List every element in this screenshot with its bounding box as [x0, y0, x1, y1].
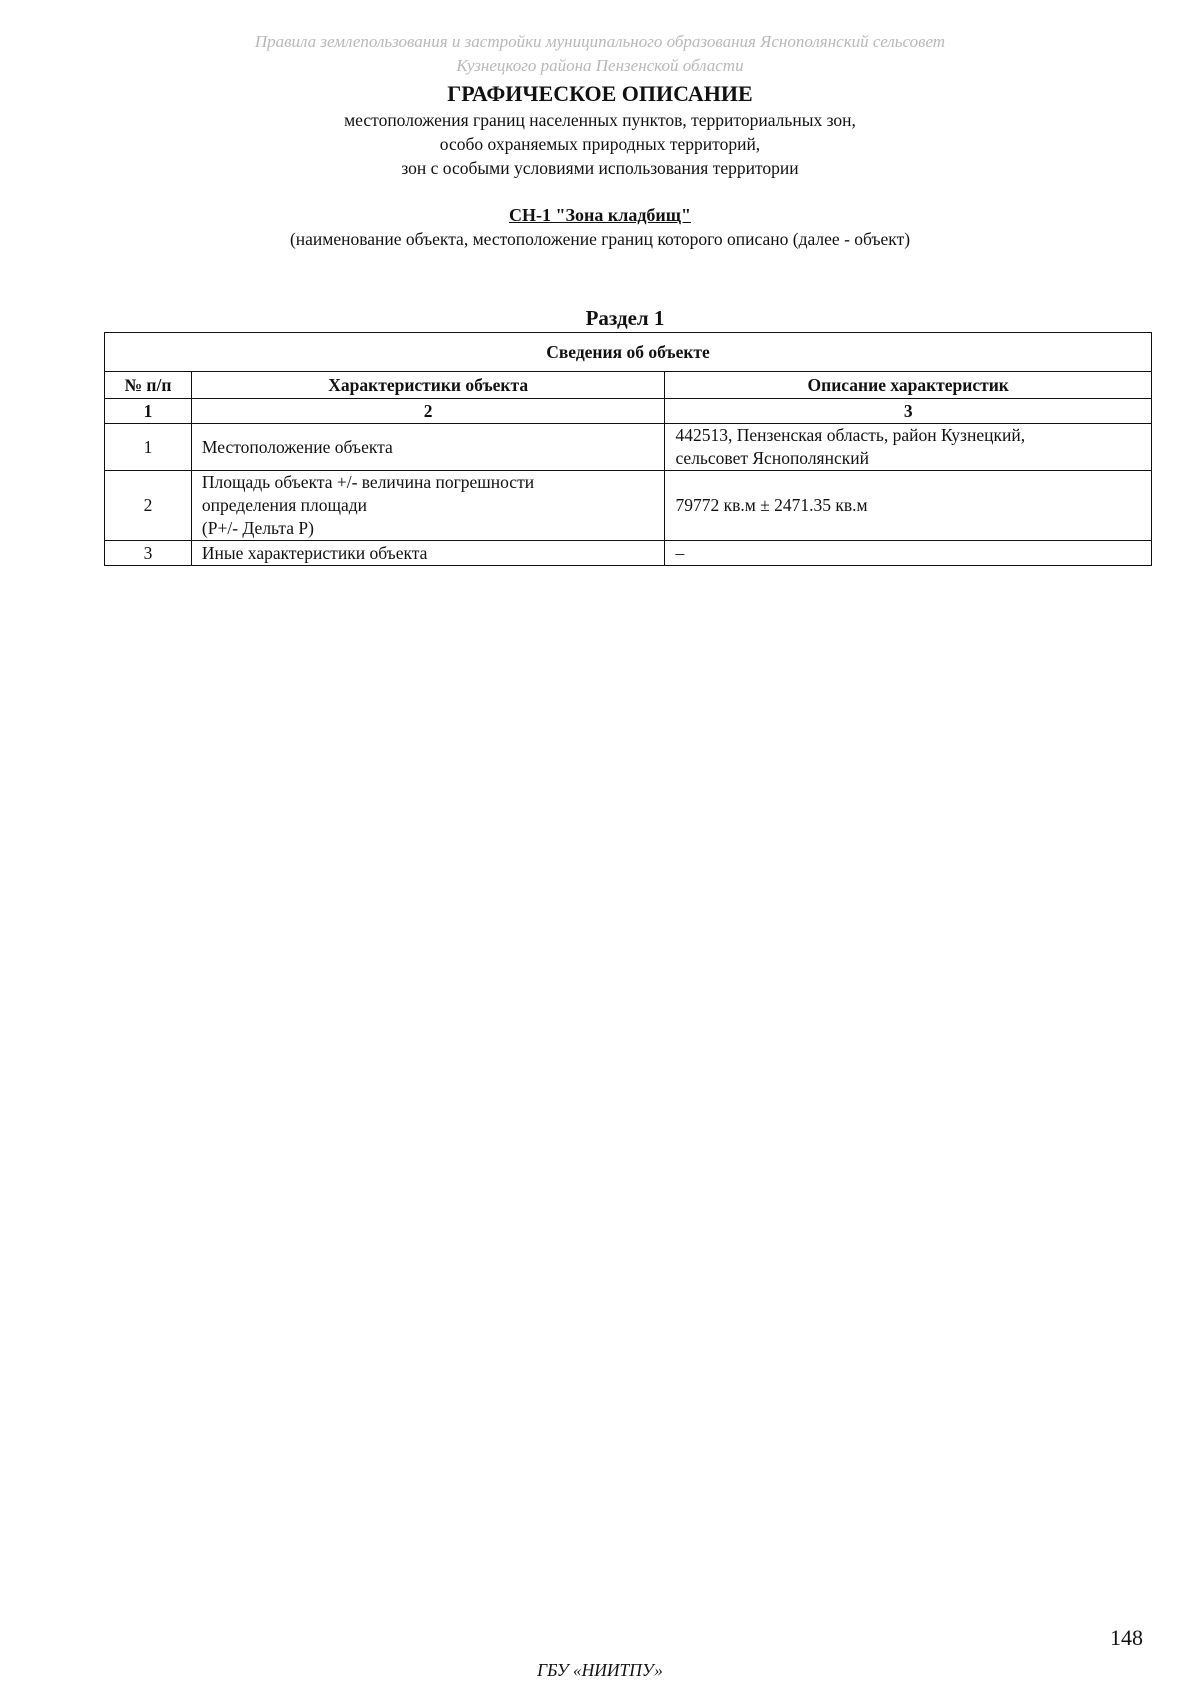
- object-caption: (наименование объекта, местоположение границ которого описано (далее - объект): [289, 229, 911, 249]
- page-number: 148: [1110, 1625, 1143, 1650]
- running-header: [0, 30, 1200, 78]
- row-characteristic: [191, 424, 665, 471]
- subtitle-line-1: местоположения границ населенных пунктов, территориальных зон,: [344, 110, 856, 130]
- running-header-line-1: Правила землепользования и застройки муниципального образования Яснополянский сельсовет: [254, 32, 946, 51]
- row-number: 3: [105, 541, 192, 566]
- subtitle-line-2: особо охраняемых природных территорий,: [439, 134, 761, 154]
- table-row: [105, 424, 1152, 471]
- row-number: 1: [105, 424, 192, 471]
- running-header-line-2: Кузнецкого района Пензенской области: [456, 56, 744, 75]
- characteristic-line: Местоположение объекта: [201, 436, 393, 457]
- object-name: [0, 203, 1200, 227]
- description-line: 79772 кв.м ± 2471.35 кв.м: [675, 495, 868, 515]
- table-row: [105, 541, 1152, 566]
- row-description: [665, 424, 1152, 471]
- table-row: [105, 471, 1152, 541]
- column-numbers-row: [105, 399, 1152, 424]
- description-line: сельсовет Яснополянский: [675, 448, 869, 468]
- subtitle-line-3: зон с особыми условиями использования территории: [401, 158, 799, 178]
- row-description: [665, 471, 1152, 541]
- characteristic-line: определения площади: [201, 495, 367, 515]
- column-header-description: Описание характеристик: [665, 372, 1152, 399]
- document-title: ГРАФИЧЕСКОЕ ОПИСАНИЕ: [447, 81, 753, 106]
- footer-organization: ГБУ «НИИТПУ»: [537, 1660, 663, 1680]
- column-header-characteristic: Характеристики объекта: [191, 372, 665, 399]
- characteristic-line: Площадь объекта +/- величина погрешности: [201, 472, 535, 492]
- object-info-table: [104, 332, 1152, 566]
- row-characteristic: [191, 471, 665, 541]
- document-subtitle: [0, 108, 1200, 180]
- table-caption-row: [105, 333, 1152, 372]
- characteristic-line: (P+/- Дельта P): [201, 518, 314, 538]
- row-characteristic: [191, 541, 665, 566]
- column-number-1: 1: [105, 399, 192, 424]
- row-number: 2: [105, 471, 192, 541]
- row-description: [665, 541, 1152, 566]
- column-number-2: 2: [191, 399, 665, 424]
- table-caption: Сведения об объекте: [105, 333, 1152, 372]
- object-name-text: СН-1 "Зона кладбищ": [509, 205, 691, 225]
- column-number-3: 3: [665, 399, 1152, 424]
- table-header-row: [105, 372, 1152, 399]
- description-line: –: [675, 542, 685, 563]
- column-header-number: № п/п: [105, 372, 192, 399]
- characteristic-line: Иные характеристики объекта: [201, 542, 428, 563]
- description-line: 442513, Пензенская область, район Кузнецкий,: [675, 425, 1026, 445]
- section-title: Раздел 1: [585, 306, 665, 330]
